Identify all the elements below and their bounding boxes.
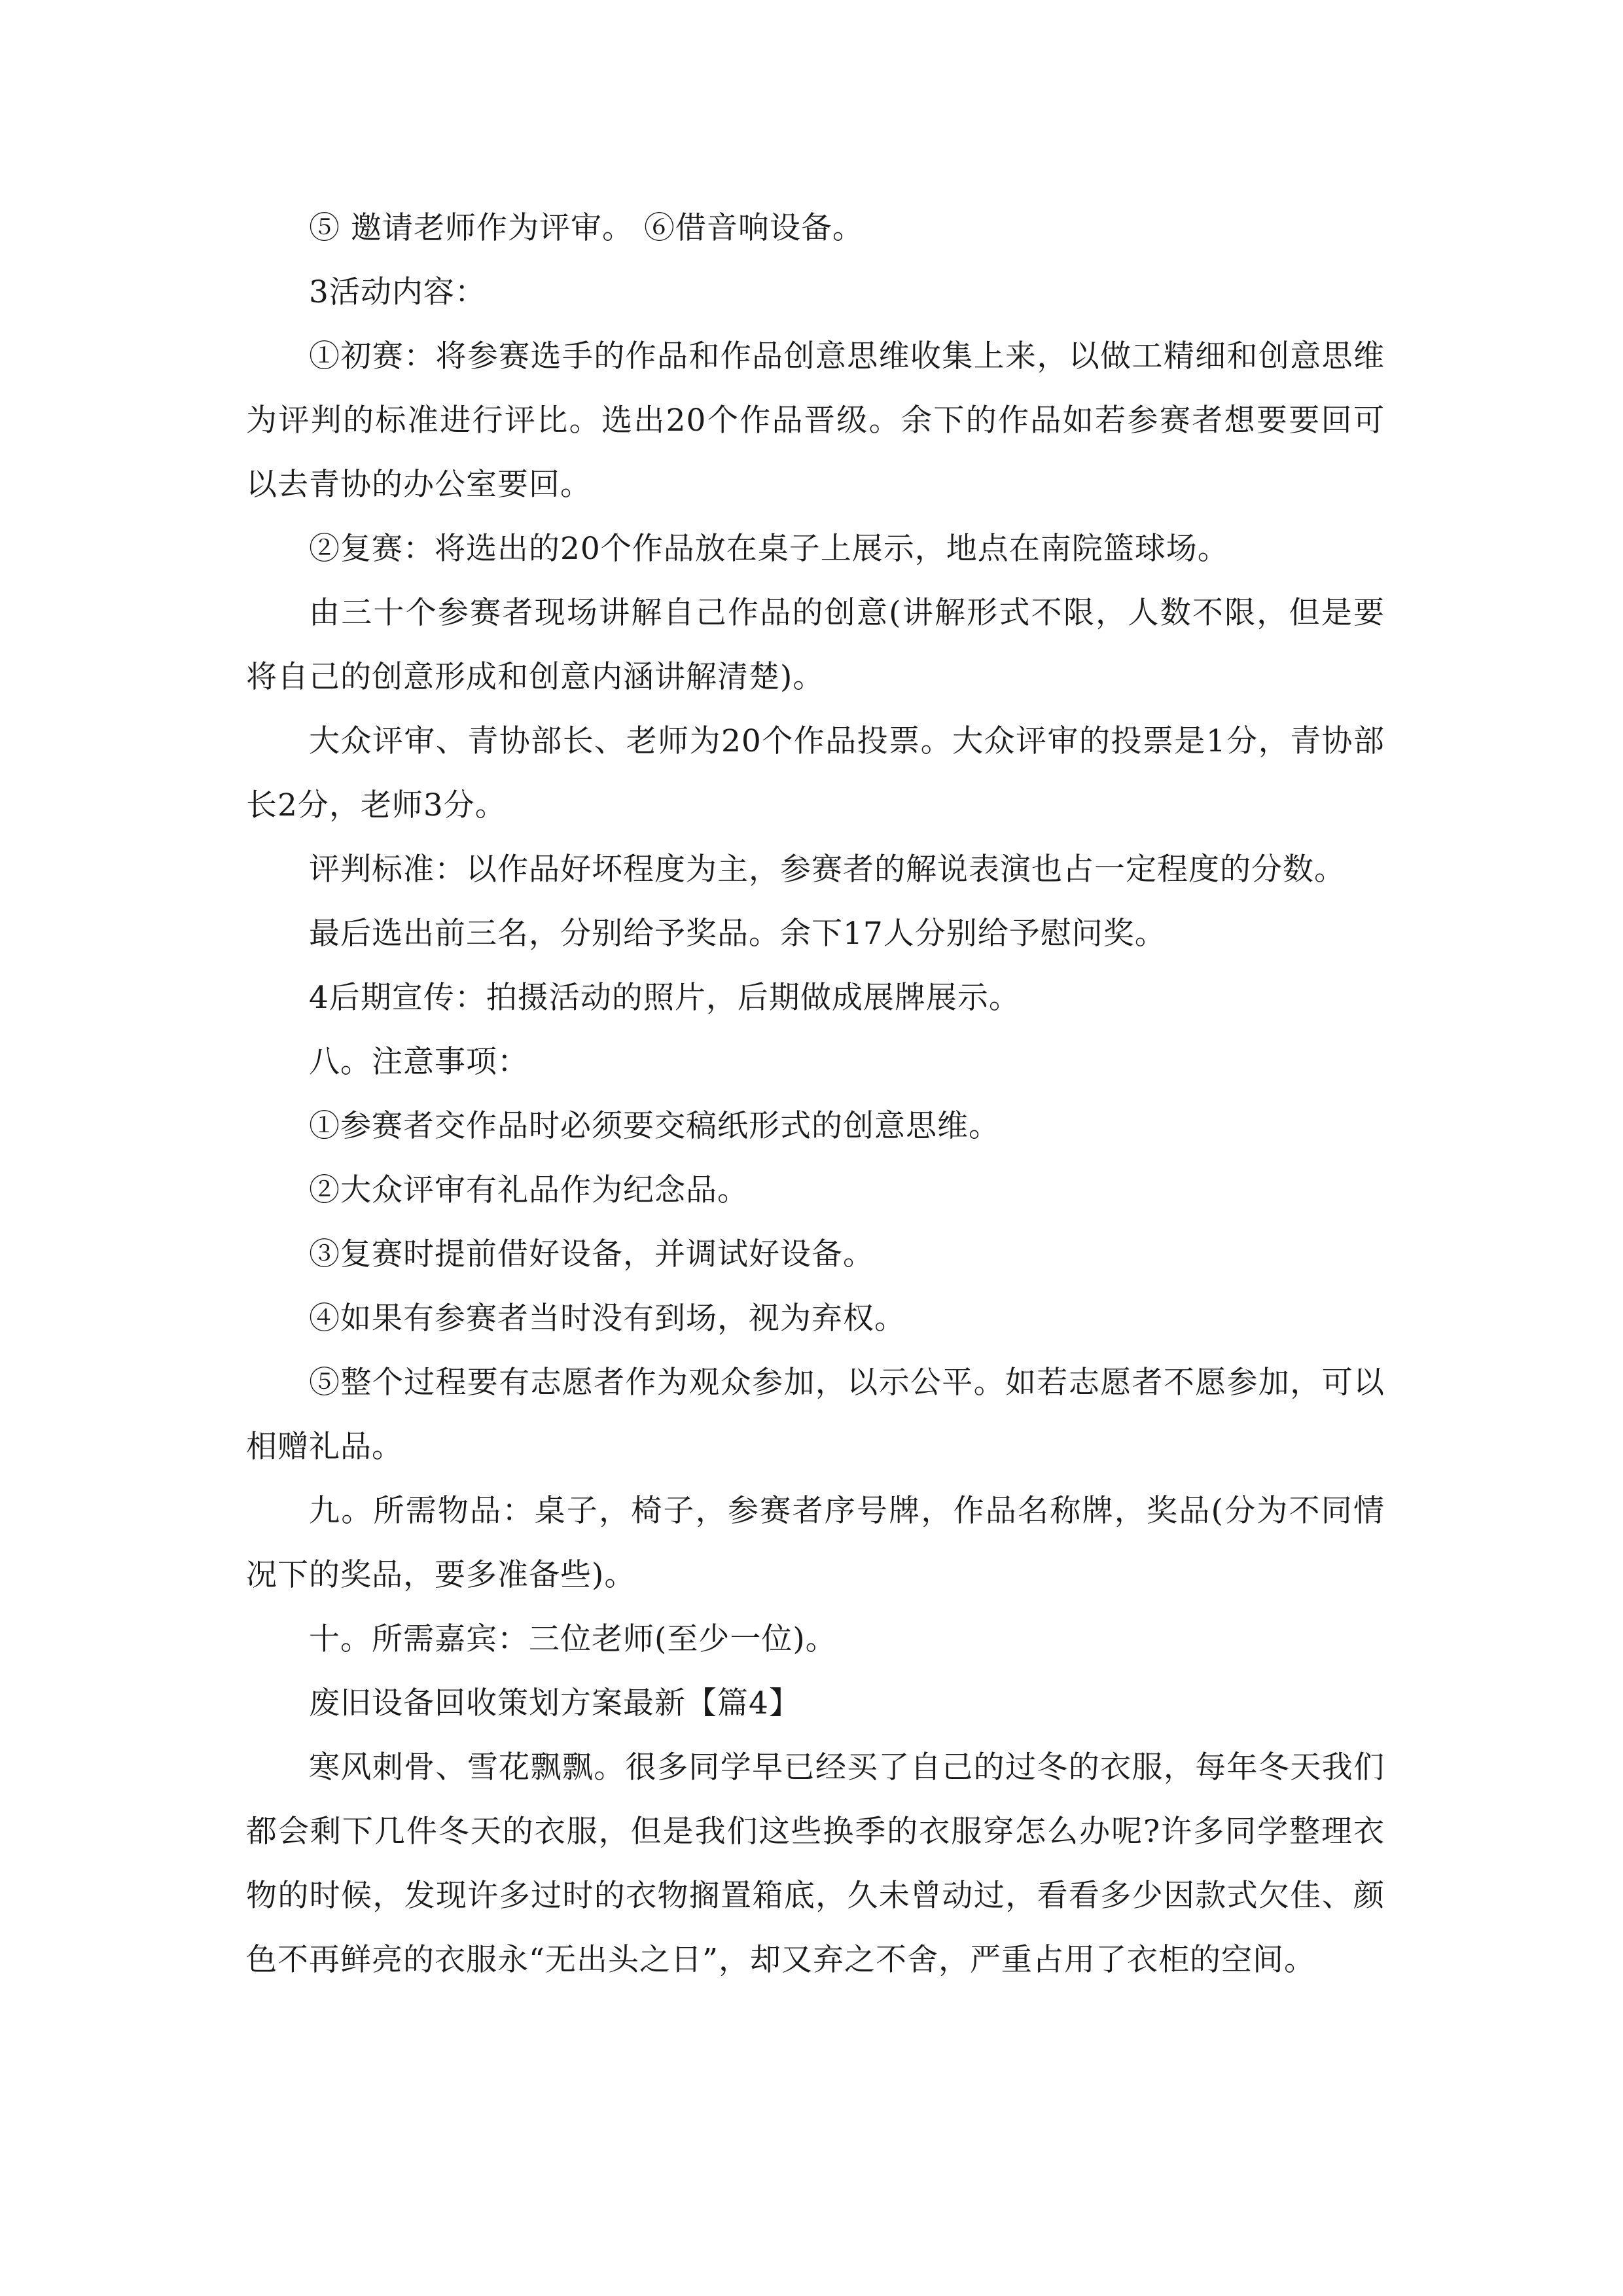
paragraph-invite-judges: ⑤ 邀请老师作为评审。 ⑥借音响设备。: [309, 210, 864, 246]
paragraph-note-5: ⑤整个过程要有志愿者作为观众参加，以示公平。如若志愿者不愿参加，可以相赠礼品。: [246, 1365, 1385, 1465]
paragraph-voting: 大众评审、青协部长、老师为20个作品投票。大众评审的投票是1分，青协部长2分，老师3分。: [246, 723, 1385, 823]
paragraph-winter-clothes: 寒风刺骨、雪花飘飘。很多同学早已经买了自己的过冬的衣服，每年冬天我们都会剩下几件冬天的衣服，但是我们这些换季的衣服穿怎么办呢?许多同学整理衣物的时候，发现许多过时的衣物搁置箱底，久未曾动过，看看多少因款式欠佳、颜色不再鲜亮的衣服永“无出头之日”，却又弃之不舍，严重占用了衣柜的空间。: [246, 1749, 1385, 1978]
paragraph-judging-criteria: 评判标准：以作品好坏程度为主，参赛者的解说表演也占一定程度的分数。: [309, 852, 1346, 888]
paragraph-note-3: ③复赛时提前借好设备，并调试好设备。: [309, 1236, 874, 1272]
paragraph-note-4: ④如果有参赛者当时没有到场，视为弃权。: [309, 1300, 906, 1336]
paragraph-note-2: ②大众评审有礼品作为纪念品。: [309, 1172, 749, 1208]
paragraph-required-items: 九。所需物品：桌子，椅子，参赛者序号牌，作品名称牌，奖品(分为不同情况下的奖品，要多准备些)。: [246, 1493, 1385, 1593]
paragraph-note-1: ①参赛者交作品时必须要交稿纸形式的创意思维。: [309, 1108, 1000, 1144]
paragraph-required-guests: 十。所需嘉宾：三位老师(至少一位)。: [309, 1621, 837, 1657]
paragraph-second-round: ②复赛：将选出的20个作品放在桌子上展示，地点在南院篮球场。: [309, 531, 1229, 567]
paragraph-final-selection: 最后选出前三名，分别给予奖品。余下17人分别给予慰问奖。: [309, 916, 1166, 952]
paragraph-activity-content-heading: 3活动内容：: [309, 274, 486, 310]
paragraph-notes-heading: 八。注意事项：: [309, 1044, 529, 1080]
paragraph-contestant-explanation: 由三十个参赛者现场讲解自己作品的创意(讲解形式不限，人数不限，但是要将自己的创意形成和创意内涵讲解清楚)。: [246, 595, 1385, 695]
paragraph-publicity: 4后期宣传：拍摄活动的照片，后期做成展牌展示。: [309, 980, 1020, 1016]
paragraph-preliminary-round: ①初赛：将参赛选手的作品和作品创意思维收集上来，以做工精细和创意思维为评判的标准进行评比。选出20个作品晋级。余下的作品如若参赛者想要要回可以去青协的办公室要回。: [246, 338, 1385, 503]
section-title-part-4: 废旧设备回收策划方案最新【篇4】: [309, 1685, 800, 1721]
document-body: [246, 196, 1385, 1992]
